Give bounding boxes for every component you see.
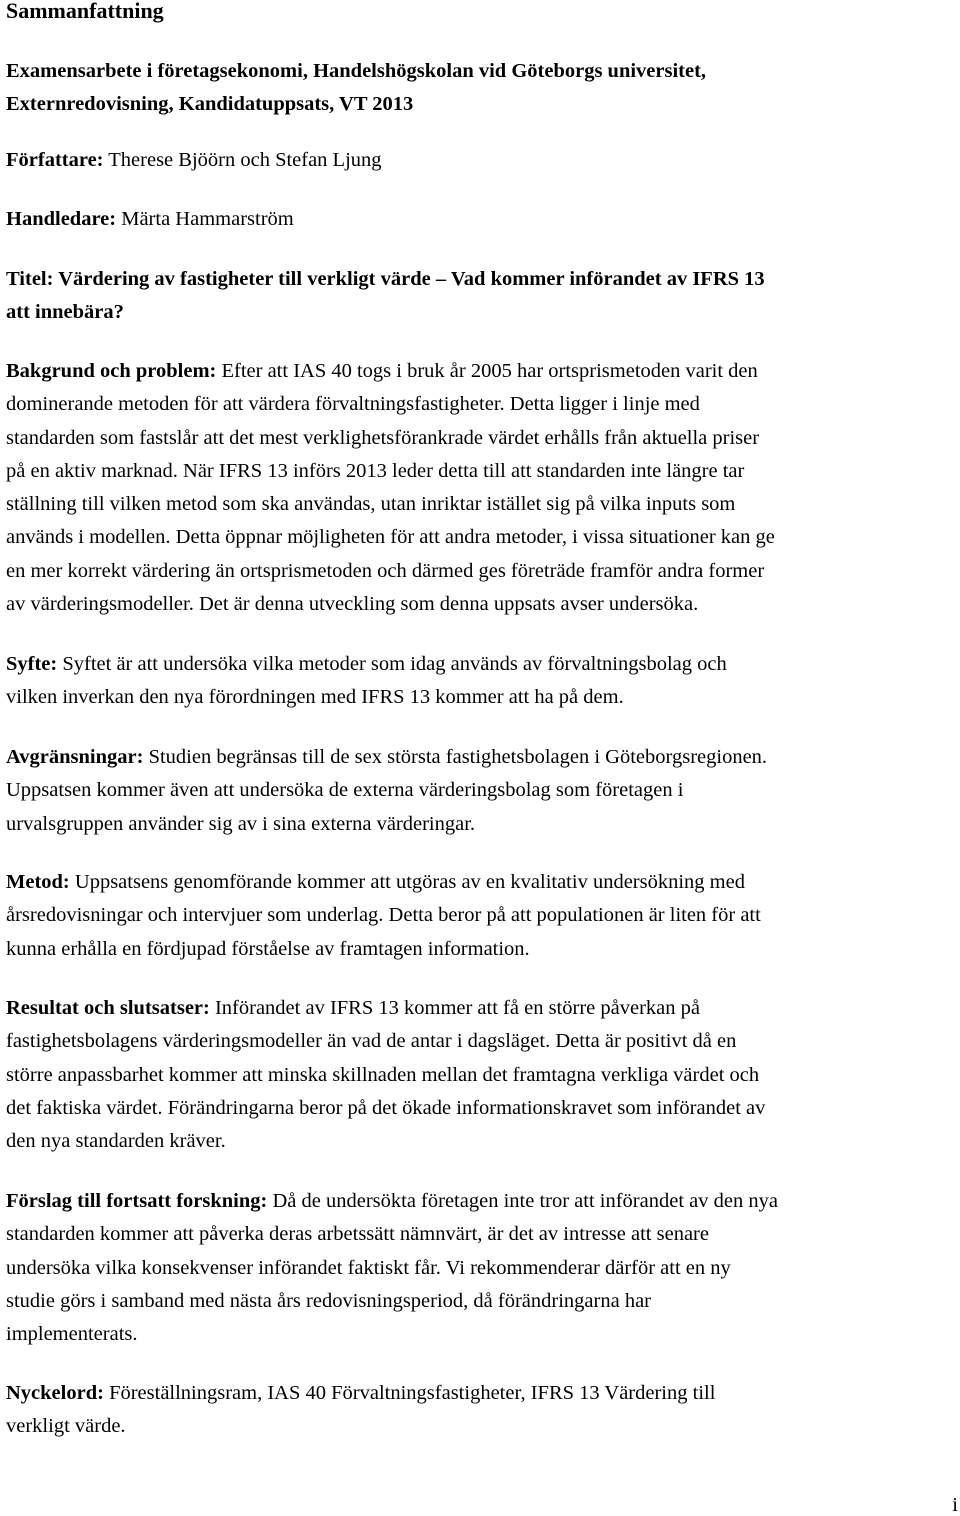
thesis-line-2: Externredovisning, Kandidatuppsats, VT 2013 (6, 93, 414, 116)
section-label: Förslag till fortsatt forskning: (6, 1190, 268, 1212)
section-label: Syfte: (6, 653, 58, 675)
section-label: Bakgrund och problem: (6, 360, 217, 382)
section-line: används i modellen. Detta öppnar möjligheten för att andra metoder, i vissa situationer kan ge (6, 526, 775, 549)
section-line: Studien begränsas till de sex största fastighetsbolagen i Göteborgsregionen. (143, 746, 768, 768)
section-delimitations (6, 741, 956, 841)
thesis-title-line-2: att innebära? (6, 301, 124, 324)
section-line: större anpassbarhet kommer att minska skillnaden mellan det framtagna verkliga värdet och (6, 1063, 760, 1086)
section-line: den nya standarden kräver. (6, 1130, 226, 1153)
thesis-line-1: Examensarbete i företagsekonomi, Handelshögskolan vid Göteborgs universitet, (6, 60, 707, 82)
section-line: vilken inverkan den nya förordningen med IFRS 13 kommer att ha på dem. (6, 686, 624, 709)
authors-label: Författare: (6, 149, 104, 171)
thesis-title-line-1: Titel: Värdering av fastigheter till verkligt värde – Vad kommer införandet av IFRS 13 (6, 268, 765, 290)
section-line: dominerande metoden för att värdera förvaltningsfastigheter. Detta ligger i linje med (6, 393, 700, 416)
section-line: implementerats. (6, 1323, 138, 1346)
section-line: Uppsatsen kommer även att undersöka de externa värderingsbolag som företagen i (6, 779, 684, 802)
authors-line (6, 144, 956, 177)
section-line: Införandet av IFRS 13 kommer att få en större påverkan på (209, 997, 700, 1019)
section-line: Uppsatsens genomförande kommer att utgöras av en kvalitativ undersökning med (69, 871, 745, 893)
supervisor-line (6, 203, 956, 236)
section-line: ställning till vilken metod som ska användas, utan inriktar istället sig på vilka inputs som (6, 493, 736, 516)
page-number: i (952, 1494, 958, 1516)
section-line: en mer korrekt värdering än ortsprismetoden och därmed ges företräde framför andra former (6, 559, 765, 582)
thesis-info (6, 55, 956, 122)
section-line: studie görs i samband med nästa års redovisningsperiod, då förändringarna har (6, 1289, 651, 1312)
section-line: Då de undersökta företagen inte tror att införandet av den nya (267, 1190, 778, 1212)
section-purpose (6, 648, 956, 715)
section-line: årsredovisningar och intervjuer som underlag. Detta beror på att populationen är liten för att (6, 904, 761, 927)
section-line: av värderingsmodeller. Det är denna utveckling som denna uppsats avser undersöka. (6, 593, 699, 616)
section-line: undersöka vilka konsekvenser införandet faktiskt får. Vi rekommenderar därför att en ny (6, 1256, 731, 1279)
section-label: Nyckelord: (6, 1382, 104, 1404)
section-line: fastighetsbolagens värderingsmodeller än vad de antar i dagsläget. Detta är positivt då en (6, 1030, 737, 1053)
section-results (6, 992, 956, 1158)
page-heading: Sammanfattning (6, 0, 164, 23)
section-line: Föreställningsram, IAS 40 Förvaltningsfastigheter, IFRS 13 Värdering till (103, 1382, 716, 1404)
supervisor-label: Handledare: (6, 208, 117, 230)
section-label: Metod: (6, 871, 70, 893)
section-line: urvalsgruppen använder sig av i sina externa värderingar. (6, 812, 476, 835)
section-line: Syftet är att undersöka vilka metoder som idag används av förvaltningsbolag och (57, 653, 727, 675)
section-label: Resultat och slutsatser: (6, 997, 210, 1019)
section-line: på en aktiv marknad. När IFRS 13 införs 2013 leder detta till att standarden inte längre tar (6, 459, 745, 482)
section-line: standarden som fastslår att det mest verklighetsförankrade värdet erhålls från aktuella priser (6, 426, 760, 449)
section-line: det faktiska värdet. Förändringarna beror på det ökade informationskravet som införandet av (6, 1096, 766, 1119)
supervisor-text: Märta Hammarström (116, 208, 294, 230)
section-line: standarden kommer att påverka deras arbetssätt nämnvärt, är det av intresse att senare (6, 1223, 709, 1246)
section-line: kunna erhålla en fördjupad förståelse av framtagen information. (6, 937, 530, 960)
section-line: Efter att IAS 40 togs i bruk år 2005 har ortsprismetoden varit den (216, 360, 758, 382)
authors-text: Therese Bjöörn och Stefan Ljung (103, 149, 382, 171)
section-background (6, 355, 956, 621)
section-line: verkligt värde. (6, 1415, 126, 1438)
section-further-research (6, 1185, 956, 1351)
section-method (6, 866, 956, 966)
section-label: Avgränsningar: (6, 746, 144, 768)
section-keywords (6, 1377, 956, 1444)
thesis-title (6, 263, 956, 330)
